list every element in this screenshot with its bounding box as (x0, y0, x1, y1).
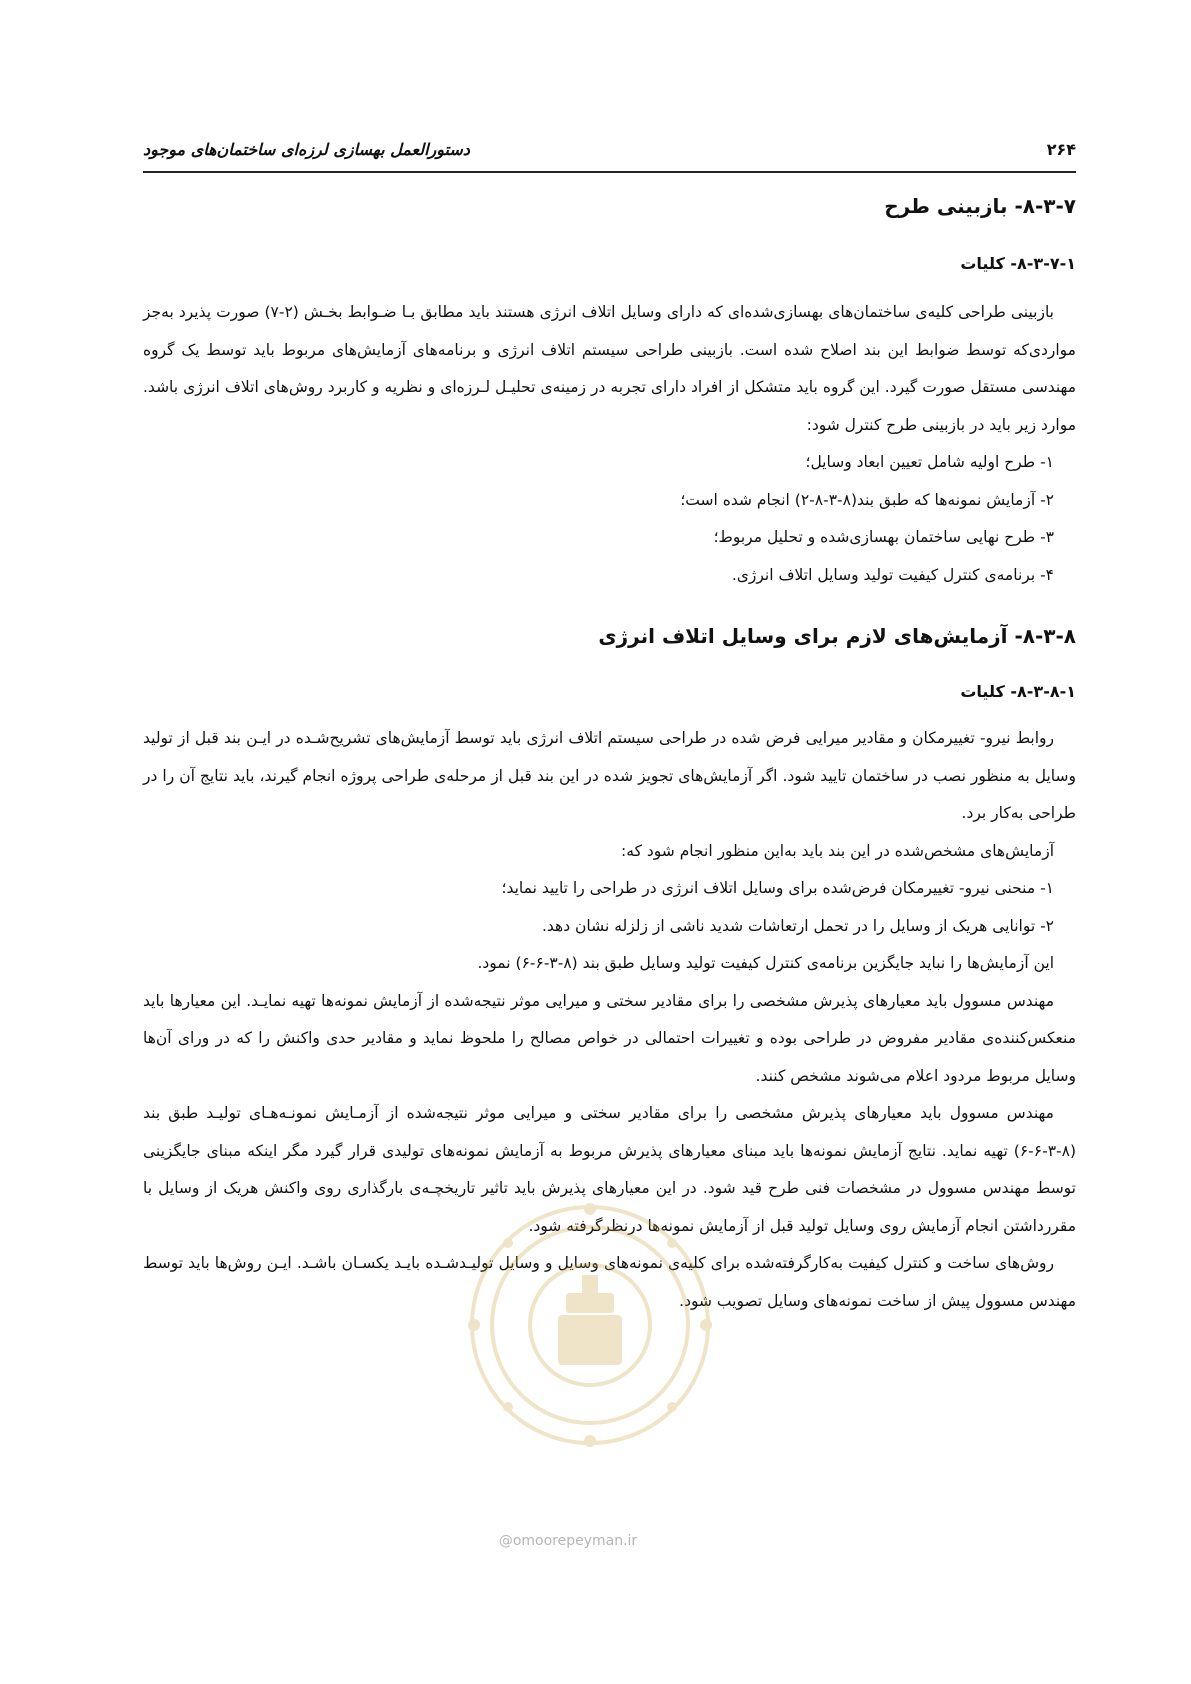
section-8-3-8 (143, 620, 1076, 1320)
paragraph: روش‌های ساخت و کنترل کیفیت به‌کارگرفته‌شده برای کلیه‌ی نمونه‌های وسایل و وسایل تولیـدشـده بایـد یکسـان باشـد. ایـن روش‌ها باید توسط مهندس مسوول پیش از ساخت نمونه‌های وسایل تصویب شود. (143, 1254, 1076, 1310)
paragraph: مهندس مسوول باید معیارهای پذیرش مشخصی را برای مقادیر سختی و میرایی موثر نتیجه‌شده از آزمـایش نمونـه‌هـای تولیـد طبق بند (۸-۳-۶-۶) تهیه نماید. نتایج آزمایش نمونه‌ها باید مبنای معیارهای پذیرش مربوط به آزمایش نمونه‌های تولیدی قرار گیرد مگر اینکه مبنای جایگزینی توسط مهندس مسوول در مشخصات فنی طرح قید شود. در این معیارهای پذیرش باید تاثیر تاریخچـه‌ی بارگذاری روی واکنش هریک از وسایل با مقرر‌داشتن انجام آزمایش روی وسایل تولید قبل از آزمایش نمونه‌ها درنظرگرفته شود. (143, 1104, 1076, 1235)
list-item: ۲- توانایی هریک از وسایل را در تحمل ارتعاشات شدید ناشی از زلزله نشان دهد. (541, 916, 1054, 935)
paragraph: مهندس مسوول باید معیارهای پذیرش مشخصی را برای مقادیر سختی و میرایی موثر نتیجه‌شده از آزمایش نمونه‌ها تهیه نمایـد. این معیارها باید منعکس‌کننده‌ی مقادیر مفروض در طراحی بوده و تغییرات احتمالی در خواص مصالح را ملحوظ نماید و مقادیر حدی واکنش را که در ورای آن‌ها وسایل مربوط مردود اعلام می‌شوند مشخص کنند. (143, 991, 1076, 1085)
list-item: ۲- آزمایش نمونه‌ها که طبق بند(۸-۳-۸-۲) انجام شده است؛ (680, 490, 1054, 509)
section-8-3-7 (143, 190, 1076, 594)
subsection-heading: ۸-۳-۸-۱- کلیات (960, 682, 1076, 701)
list-item: ۱- منحنی نیرو- تغییرمکان فرض‌شده برای وسایل اتلاف انرژی در طراحی را تایید نماید؛ (501, 879, 1054, 897)
paragraph: روابط نیرو- تغییرمکان و مقادیر میرایی فرض شده در طراحی سیستم اتلاف انرژی باید توسط آزمایش‌های تشریح‌شـده در ایـن بند قبل از تولید وسایل به منظور نصب در ساختمان تایید شود. اگر آزمایش‌های تجویز شده در این بند قبل از مرحله‌ی طراحی پروژه انجام گیرند، باید نتایج آن را در طراحی به‌کار برد. (143, 729, 1076, 822)
review-items-list (143, 444, 1076, 594)
paragraph: آزمایش‌های مشخص‌شده در این بند باید به‌این منظور انجام شود که: (621, 841, 1054, 860)
watermark-text: @omoorepeyman.ir (498, 1533, 638, 1549)
book-title: دستورالعمل بهسازی لرزه‌ای ساختمان‌های موجود (143, 140, 470, 159)
list-item: ۱- طرح اولیه شامل تعیین ابعاد وسایل؛ (805, 453, 1054, 471)
list-item: ۳- طرح نهایی ساختمان بهسازی‌شده و تحلیل مربوط؛ (713, 528, 1054, 546)
list-item: ۴- برنامه‌ی کنترل کیفیت تولید وسایل اتلاف انرژی. (731, 565, 1054, 584)
running-header (143, 140, 1076, 166)
test-purpose-list (143, 870, 1076, 945)
section-heading: ۸-۳-۷- بازبینی طرح (884, 194, 1076, 218)
section-heading: ۸-۳-۸- آزمایش‌های لازم برای وسایل اتلاف انرژی (598, 624, 1076, 648)
header-divider (143, 171, 1076, 173)
page-content (143, 190, 1076, 1320)
paragraph: بازبینی طراحی کلیه‌ی ساختمان‌های بهسازی‌شده‌ای که دارای وسایل اتلاف انرژی هستند باید مطابق بـا ضـوابط بخـش (۲-۷) صورت پذیرد به‌جز مواردی‌که توسط ضوابط این بند اصلاح شده است. بازبینی طراحی سیستم اتلاف انرژی و برنامه‌های آزمایش‌های مربوط باید توسط یک گروه مهندسی مستقل صورت گیرد. این گروه باید متشکل از افراد دارای تجربه در زمینه‌ی تحلیـل لـرزه‌ای و نظریه و کاربرد روش‌های اتلاف انرژی باشد. موارد زیر باید در بازبینی طرح کنترل شود: (143, 303, 1076, 434)
subsection-heading: ۸-۳-۷-۱- کلیات (960, 254, 1076, 273)
page-number: ۲۶۴ (1046, 140, 1076, 159)
paragraph: این آزمایش‌ها را نباید جایگزین برنامه‌ی کنترل کیفیت تولید وسایل طبق بند (۸-۳-۶-۶) نمود. (477, 954, 1054, 972)
